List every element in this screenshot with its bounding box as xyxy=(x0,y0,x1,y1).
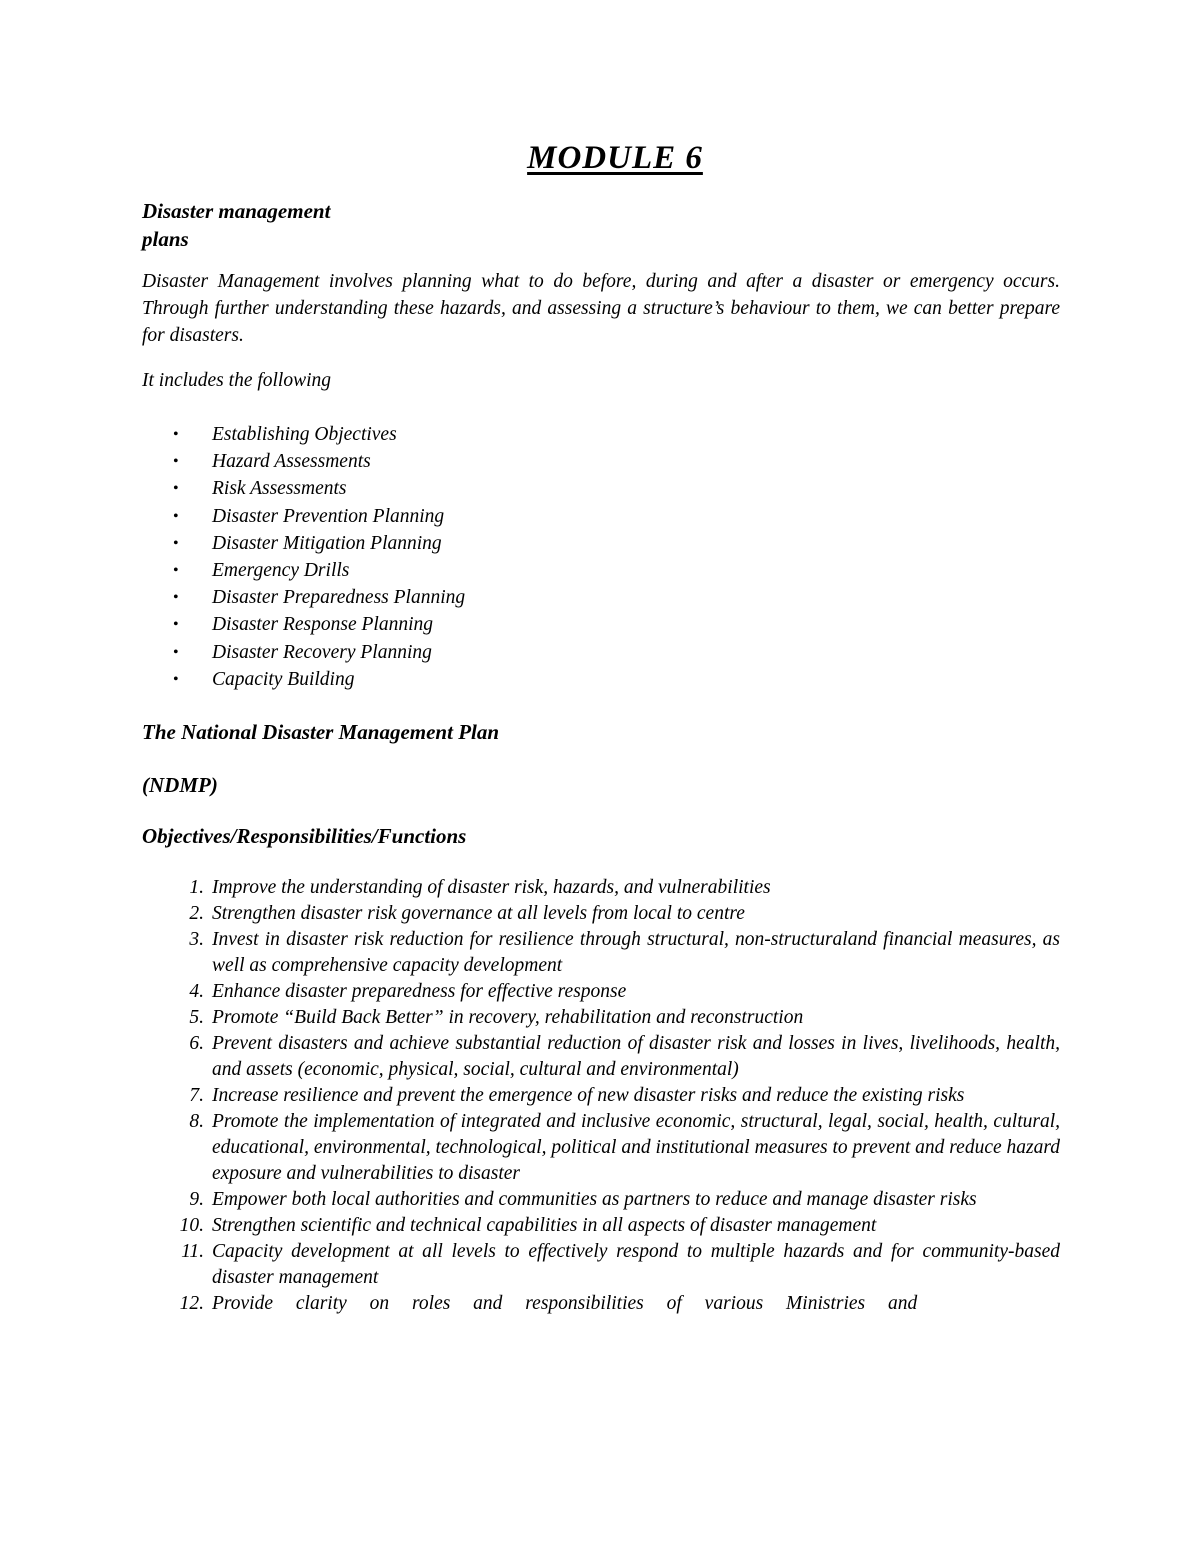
list-item xyxy=(173,584,466,611)
objective-number: 11. xyxy=(181,1241,204,1262)
objective-number: 3. xyxy=(189,929,204,950)
objective-number: 6. xyxy=(189,1033,204,1054)
list-item xyxy=(173,421,465,448)
includes-label: It includes the following xyxy=(142,370,332,391)
bullet-icon: • xyxy=(173,643,179,661)
objective-number: 8. xyxy=(189,1111,204,1132)
bullet-icon: • xyxy=(173,480,179,498)
objective-number: 4. xyxy=(189,981,204,1002)
list-item xyxy=(173,530,465,557)
bullet-icon: • xyxy=(173,426,179,443)
objective-item xyxy=(179,1291,1060,1317)
list-item xyxy=(173,475,465,502)
objective-text: Provide clarity on roles and responsibilities of various Ministries and xyxy=(212,1293,918,1314)
list-item xyxy=(173,557,465,584)
list-item-text: Emergency Drills xyxy=(212,560,350,582)
objective-number: 7. xyxy=(189,1085,204,1106)
bullet-icon: • xyxy=(173,589,179,607)
objective-item xyxy=(181,1239,1060,1291)
list-item xyxy=(173,503,465,530)
objective-item xyxy=(189,1187,1060,1213)
ndmp-heading: The National Disaster Management Plan xyxy=(142,720,500,744)
objective-text: Prevent disasters and achieve substantial reduction of disaster risk and losses in lives, livelihoods, health, and assets (economic, physical, social, cultural and environmental) xyxy=(212,1033,1060,1080)
list-item-text: Disaster Prevention Planning xyxy=(212,505,445,527)
objective-text: Promote the implementation of integrated and inclusive economic, structural, legal, social, health, cultural, educational, environmental, technological, political and institutional measures to prevent and reduce hazard exposure and vulnerabilities to disaster xyxy=(212,1111,1060,1184)
objective-item xyxy=(189,901,1060,927)
section-heading-disaster-management-plans xyxy=(142,197,402,253)
objective-item xyxy=(189,875,1060,901)
bullet-icon: • xyxy=(173,453,179,471)
objective-number: 1. xyxy=(189,877,204,898)
objective-item xyxy=(189,1109,1060,1187)
ndmp-abbreviation: (NDMP) xyxy=(142,773,218,797)
objective-number: 10. xyxy=(179,1215,204,1236)
list-item-text: Disaster Mitigation Planning xyxy=(212,532,442,554)
objective-number: 2. xyxy=(189,903,204,924)
objective-item xyxy=(189,1031,1060,1083)
bullet-icon: • xyxy=(173,670,179,688)
list-item-text: Capacity Building xyxy=(212,668,355,690)
objective-text: Strengthen disaster risk governance at all levels from local to centre xyxy=(212,903,745,924)
list-item xyxy=(173,611,465,638)
list-item xyxy=(173,448,465,475)
objective-text: Enhance disaster preparedness for effective response xyxy=(212,981,627,1002)
objective-text: Promote “Build Back Better” in recovery, rehabilitation and reconstruction xyxy=(212,1007,804,1028)
bullet-icon: • xyxy=(173,616,179,634)
list-item-text: Establishing Objectives xyxy=(212,424,397,445)
objective-item xyxy=(189,1083,1060,1109)
objective-text: Capacity development at all levels to effectively respond to multiple hazards and for community-based disaster management xyxy=(212,1241,1060,1288)
objective-text: Empower both local authorities and communities as partners to reduce and manage disaster risks xyxy=(212,1189,977,1210)
section-heading-line-2: plans xyxy=(142,227,189,251)
objective-text: Strengthen scientific and technical capabilities in all aspects of disaster management xyxy=(212,1215,877,1236)
list-item-text: Disaster Response Planning xyxy=(212,614,433,636)
objective-text: Increase resilience and prevent the emergence of new disaster risks and reduce the existing risks xyxy=(212,1085,965,1106)
objective-item xyxy=(189,927,1060,979)
plan-components-list xyxy=(173,421,466,693)
section-heading-line-1: Disaster management xyxy=(142,199,331,223)
objective-item xyxy=(189,979,1060,1005)
list-item xyxy=(173,666,465,693)
objective-number: 12. xyxy=(179,1293,204,1314)
list-item-text: Disaster Preparedness Planning xyxy=(212,587,466,609)
objective-number: 5. xyxy=(189,1007,204,1028)
objective-item xyxy=(179,1213,1060,1239)
objective-item xyxy=(189,1005,1060,1031)
bullet-icon: • xyxy=(173,534,179,552)
objective-text: Invest in disaster risk reduction for resilience through structural, non-structuraland financial measures, as well as comprehensive capacity development xyxy=(212,929,1060,976)
module-title: MODULE 6 xyxy=(527,140,703,176)
intro-paragraph: Disaster Management involves planning what to do before, during and after a disaster or emergency occurs. Through further understanding these hazards, and assessing a structure’s behaviour to them, we can better prepare for disasters. xyxy=(142,271,1060,346)
list-item-text: Risk Assessments xyxy=(212,478,347,500)
objectives-list xyxy=(179,875,1060,1317)
list-item-text: Hazard Assessments xyxy=(212,451,371,473)
bullet-icon: • xyxy=(173,562,179,580)
bullet-icon: • xyxy=(173,507,179,525)
list-item xyxy=(173,639,465,666)
objective-number: 9. xyxy=(189,1189,204,1210)
objectives-heading: Objectives/Responsibilities/Functions xyxy=(142,824,467,848)
objective-text: Improve the understanding of disaster risk, hazards, and vulnerabilities xyxy=(212,877,771,898)
list-item-text: Disaster Recovery Planning xyxy=(212,641,432,663)
